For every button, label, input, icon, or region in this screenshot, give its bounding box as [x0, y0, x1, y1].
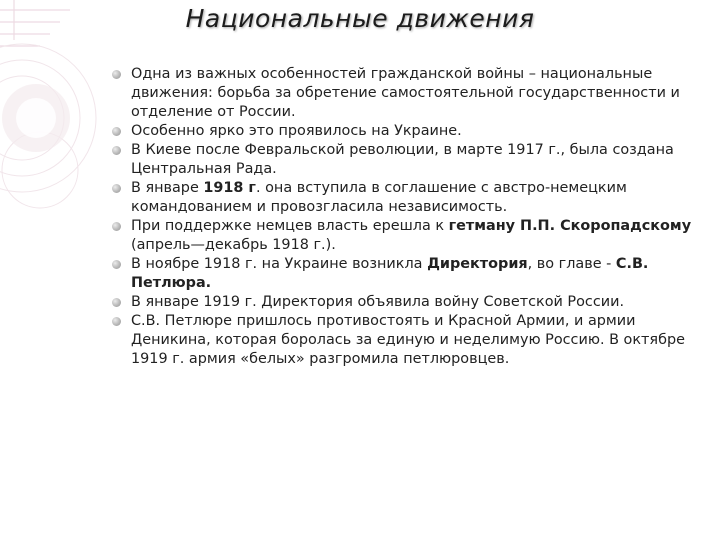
bullet-item [112, 255, 697, 293]
bullet-dot-icon [112, 260, 121, 269]
bullet-text [131, 180, 627, 215]
bullet-item [112, 179, 697, 217]
bullet-item [112, 122, 697, 141]
bullet-text [131, 142, 674, 177]
bullet-item [112, 312, 697, 369]
bullet-text [131, 294, 624, 310]
bullet-text-segment: При поддержке немцев власть ерешла к [131, 218, 449, 234]
bullet-text-segment: , во главе - [527, 256, 616, 272]
bullet-text-segment: В январе [131, 180, 204, 196]
bullet-dot-icon [112, 184, 121, 193]
bullet-item [112, 141, 697, 179]
bullet-text-segment: Одна из важных особенностей гражданской войны – национальные движения: борьба за обретение самостоятельной государственности и отделение от России. [131, 66, 680, 120]
bullet-item [112, 65, 697, 122]
bullet-text-emphasis: С.В. Петлюра. [131, 256, 649, 291]
bullet-dot-icon [112, 127, 121, 136]
bullet-text-segment: В ноябре 1918 г. на Украине возникла [131, 256, 428, 272]
bullet-text [131, 256, 648, 291]
bullet-text-segment: (апрель—декабрь 1918 г.). [131, 237, 336, 253]
bullet-text-segment: С.В. Петлюре пришлось противостоять и Красной Армии, и армии Деникина, которая боролась за единую и неделимую Россию. В октябре 1919 г. армия «белых» разгромила петлюровцев. [131, 313, 685, 367]
bullet-text-segment: В Киеве после Февральской революции, в марте 1917 г., была создана Центральная Рада. [131, 142, 674, 177]
bullet-text-segment: . она вступила в соглашение с австро-немецким командованием и провозгласила независимость. [131, 180, 627, 215]
bullet-item [112, 217, 697, 255]
bullet-text [131, 218, 691, 253]
bullet-text [131, 123, 462, 139]
bullet-item [112, 293, 697, 312]
bullet-dot-icon [112, 298, 121, 307]
bullet-text [131, 66, 680, 120]
bullet-text-segment: В январе 1919 г. Директория объявила войну Советской России. [131, 294, 625, 310]
bullet-dot-icon [112, 222, 121, 231]
slide-title: Национальные движения [185, 4, 535, 33]
bullet-dot-icon [112, 70, 121, 79]
bullet-text [131, 313, 685, 367]
bullet-dot-icon [112, 317, 121, 326]
bullet-text-emphasis: 1918 г [203, 180, 256, 196]
bullet-dot-icon [112, 146, 121, 155]
bullet-list [112, 65, 697, 369]
bullet-text-emphasis: Директория [427, 256, 528, 272]
bullet-text-emphasis: гетману П.П. Скоропадскому [448, 218, 692, 234]
bullet-text-segment: Особенно ярко это проявилось на Украине. [131, 123, 462, 139]
